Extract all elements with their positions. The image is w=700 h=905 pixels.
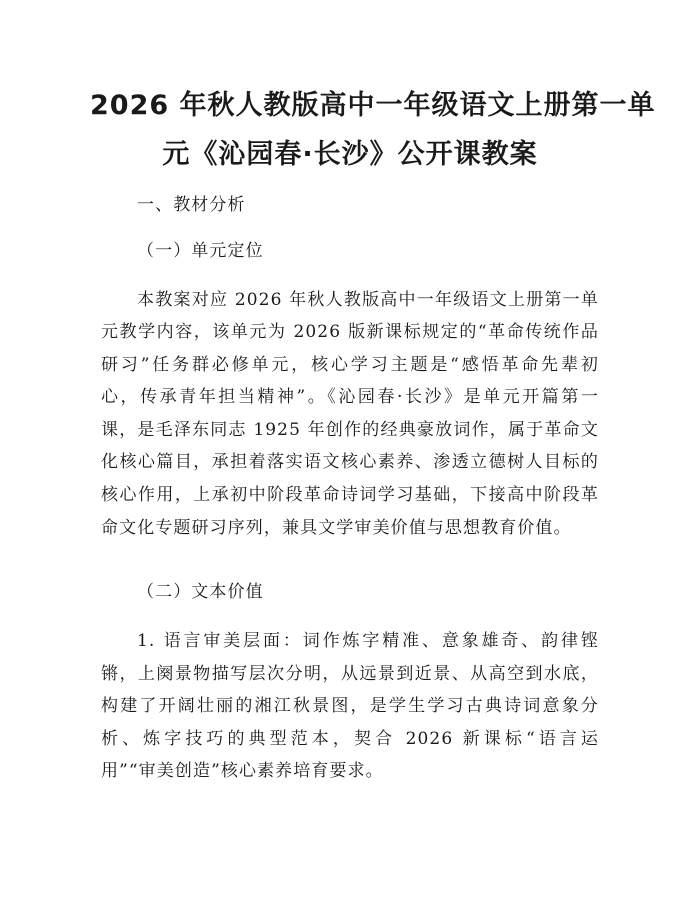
paragraph-1-line-1: 本教案对应 2026 年秋人教版高中一年级语文上册第一单: [137, 290, 599, 310]
paragraph-2-line-2: 锵，上阕景物描写层次分明，从远景到近景、从高空到水底，: [101, 664, 599, 684]
paragraph-1-line-8: 命文化专题研习序列，兼具文学审美价值与思想教育价值。: [101, 518, 572, 538]
document-title-line-1: 2026 年秋人教版高中一年级语文上册第一单: [90, 90, 656, 121]
subsection-heading-text-value: （二）文本价值: [137, 582, 264, 602]
subsection-heading-unit-positioning: （一）单元定位: [137, 241, 264, 261]
paragraph-2-line-1: 1. 语言审美层面：词作炼字精准、意象雄奇、韵律铿: [137, 631, 599, 651]
paragraph-1-line-5: 课，是毛泽东同志 1925 年创作的经典豪放词作，属于革命文: [101, 420, 599, 440]
section-heading-teaching-material-analysis: 一、教材分析: [137, 195, 246, 215]
paragraph-2-line-3: 构建了开阔壮丽的湘江秋景图，是学生学习古典诗词意象分: [101, 696, 599, 716]
paragraph-2-line-4: 析、炼字技巧的典型范本，契合 2026 新课标“语言运: [101, 729, 599, 749]
paragraph-2-line-5: 用”“审美创造”核心素养培育要求。: [101, 761, 384, 781]
paragraph-1-line-2: 元教学内容，该单元为 2026 版新课标规定的“革命传统作品: [101, 322, 599, 342]
paragraph-1-line-3: 研习”任务群必修单元，核心学习主题是“感悟革命先辈初: [101, 355, 599, 375]
paragraph-1-line-6: 化核心篇目，承担着落实语文核心素养、渗透立德树人目标的: [101, 452, 599, 472]
paragraph-1-line-4: 心，传承青年担当精神”。《沁园春·长沙》是单元开篇第一: [101, 387, 599, 407]
document-title-line-2: 元《沁园春·长沙》公开课教案: [162, 139, 538, 170]
paragraph-1-line-7: 核心作用，上承初中阶段革命诗词学习基础，下接高中阶段革: [101, 485, 599, 505]
